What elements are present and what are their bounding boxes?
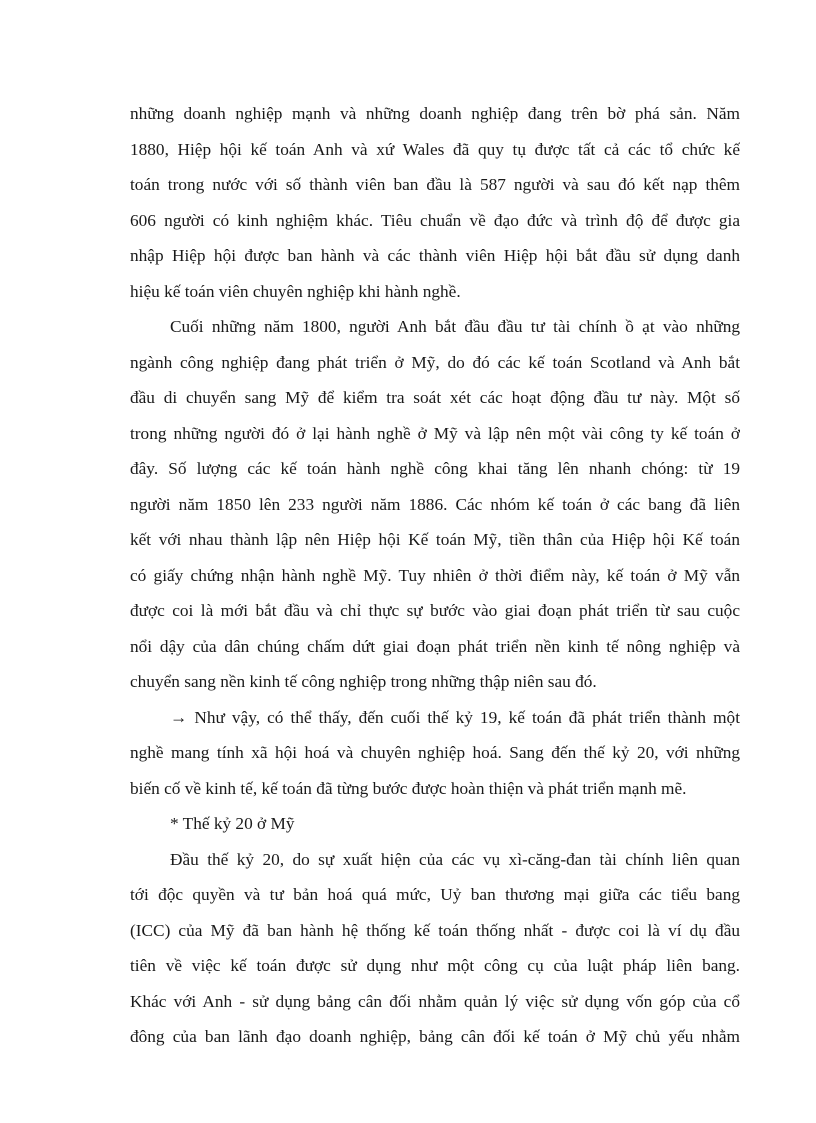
text-line: ngành công nghiệp đang phát triển ở Mỹ, do đó các kế toán Scotland và Anh bắt [130,352,740,372]
text-line: trong những người đó ở lại hành nghề ở Mỹ và lập nên một vài công ty kế toán ở [130,423,740,443]
text-line: chuyển sang nền kinh tế công nghiệp trong những thập niên sau đó. [130,672,597,691]
text-line: 1880, Hiệp hội kế toán Anh và xứ Wales đã quy tụ được tất cả các tổ chức kế [130,139,740,159]
text-line: nhập Hiệp hội được ban hành và các thành viên Hiệp hội bắt đầu sử dụng danh [130,246,740,265]
text-line: nghề mang tính xã hội hoá và chuyên nghiệp hoá. Sang đến thế kỷ 20, với những [130,743,740,762]
text-line: → Như vậy, có thể thấy, đến cuối thế kỷ 19, kế toán đã phát triển thành một [170,707,740,727]
text-line: biến cố về kinh tế, kế toán đã từng bước được hoàn thiện và phát triển mạnh mẽ. [130,778,687,798]
text-line: tới độc quyền và tư bản hoá quá mức, Uỷ ban thương mại giữa các tiểu bang [130,885,740,904]
text-line: người năm 1850 lên 233 người năm 1886. Các nhóm kế toán ở các bang đã liên [130,494,740,514]
text-line: được coi là mới bắt đầu và chỉ thực sự bước vào giai đoạn phát triển từ sau cuộc [130,601,740,620]
text-line: Cuối những năm 1800, người Anh bắt đầu đầu tư tài chính ồ ạt vào những [170,317,740,336]
text-line: những doanh nghiệp mạnh và những doanh nghiệp đang trên bờ phá sản. Năm [130,104,740,123]
text-line: đông của ban lãnh đạo doanh nghiệp, bảng cân đối kế toán ở Mỹ chủ yếu nhằm [130,1027,740,1046]
text-line: 606 người có kinh nghiệm khác. Tiêu chuẩn về đạo đức và trình độ để được gia [130,210,740,230]
text-line: đây. Số lượng các kế toán hành nghề công khai tăng lên nhanh chóng: từ 19 [130,459,740,478]
text-line: hiệu kế toán viên chuyên nghiệp khi hành nghề. [130,281,461,301]
paragraph-2 [130,309,740,700]
text-line: Đầu thế kỷ 20, do sự xuất hiện của các vụ xì-căng-đan tài chính liên quan [170,849,740,869]
paragraph-4 [130,842,740,1055]
text-line: có giấy chứng nhận hành nghề Mỹ. Tuy nhiên ở thời điểm này, kế toán ở Mỹ vẫn [130,565,740,585]
document-page [130,96,740,1055]
paragraph-1 [130,96,740,309]
text-line: kết với nhau thành lập nên Hiệp hội Kế toán Mỹ, tiền thân của Hiệp hội Kế toán [130,530,740,549]
text-line: tiên về việc kế toán được sử dụng như một công cụ của luật pháp liên bang. [130,956,740,975]
text-line: toán trong nước với số thành viên ban đầu là 587 người và sau đó kết nạp thêm [130,175,740,194]
section-heading: * Thế kỷ 20 ở Mỹ [170,814,295,833]
text-line: (ICC) của Mỹ đã ban hành hệ thống kế toán thống nhất - được coi là ví dụ đầu [130,920,740,940]
paragraph-3 [130,700,740,807]
text-line: Khác với Anh - sử dụng bảng cân đối nhằm quản lý việc sử dụng vốn góp của cổ [130,991,740,1011]
text-line: đầu di chuyển sang Mỹ để kiểm tra soát xét các hoạt động đầu tư này. Một số [130,388,740,407]
text-line: nổi dậy của dân chúng chấm dứt giai đoạn phát triển nền kinh tế nông nghiệp và [130,636,740,656]
